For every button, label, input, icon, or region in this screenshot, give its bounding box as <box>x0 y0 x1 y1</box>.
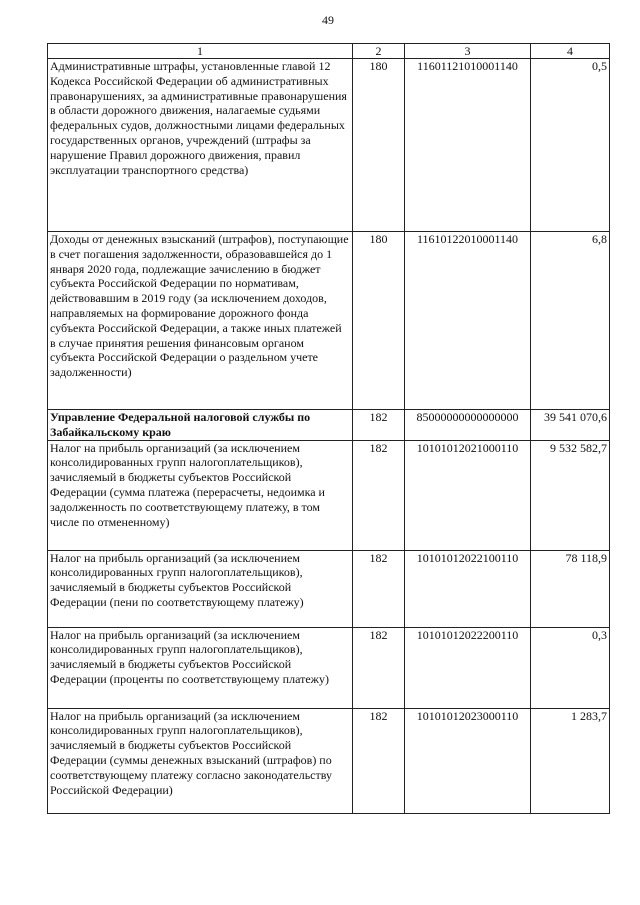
header-col-4: 4 <box>531 44 610 59</box>
row-kbk: 10101012022200110 <box>405 627 531 708</box>
table-row <box>48 410 610 441</box>
row-amount: 0,5 <box>531 59 610 232</box>
row-admin-code: 182 <box>353 410 405 441</box>
budget-table <box>47 43 610 814</box>
row-description: Налог на прибыль организаций (за исключением консолидированных групп налогоплательщиков), зачисляемый в бюджеты субъектов Российской Федерации (суммы денежных взысканий (штрафов) по соответствующему платежу согласно законодательству Российской Федерации) <box>48 708 353 813</box>
row-admin-code: 182 <box>353 708 405 813</box>
header-row <box>48 44 610 59</box>
row-description: Налог на прибыль организаций (за исключением консолидированных групп налогоплательщиков), зачисляемый в бюджеты субъектов Российской Федерации (проценты по соответствующему платежу) <box>48 627 353 708</box>
row-kbk: 11610122010001140 <box>405 232 531 410</box>
row-admin-code: 182 <box>353 627 405 708</box>
table-row <box>48 440 610 550</box>
row-amount: 39 541 070,6 <box>531 410 610 441</box>
page-number: 49 <box>322 13 334 27</box>
row-description: Управление Федеральной налоговой службы по Забайкальскому краю <box>48 410 353 441</box>
table-row <box>48 550 610 627</box>
row-admin-code: 182 <box>353 550 405 627</box>
row-description: Налог на прибыль организаций (за исключением консолидированных групп налогоплательщиков), зачисляемый в бюджеты субъектов Российской Федерации (пени по соответствующему платежу) <box>48 550 353 627</box>
header-col-1: 1 <box>48 44 353 59</box>
row-amount: 6,8 <box>531 232 610 410</box>
table-row <box>48 708 610 813</box>
table-row <box>48 627 610 708</box>
row-amount: 1 283,7 <box>531 708 610 813</box>
table-row <box>48 59 610 232</box>
header-col-2: 2 <box>353 44 405 59</box>
row-amount: 9 532 582,7 <box>531 440 610 550</box>
row-description: Налог на прибыль организаций (за исключением консолидированных групп налогоплательщиков), зачисляемый в бюджеты субъектов Российской Федерации (сумма платежа (перерасчеты, недоимка и задолженность по соответствующему платежу, в том числе по отмененному) <box>48 440 353 550</box>
row-kbk: 10101012023000110 <box>405 708 531 813</box>
row-kbk: 85000000000000000 <box>405 410 531 441</box>
row-kbk: 10101012022100110 <box>405 550 531 627</box>
row-description: Доходы от денежных взысканий (штрафов), поступающие в счет погашения задолженности, образовавшейся до 1 января 2020 года, подлежащие зачислению в бюджет субъекта Российской Федерации по нормативам, действовавшим в 2019 году (за исключением доходов, направляемых на формирование дорожного фонда субъекта Российской Федерации, а также иных платежей в случае принятия решения финансовым органом субъекта Российской Федерации о раздельном учете задолженности) <box>48 232 353 410</box>
header-col-3: 3 <box>405 44 531 59</box>
row-description: Административные штрафы, установленные главой 12 Кодекса Российской Федерации об административных правонарушениях, за административные правонарушения в области дорожного движения, налагаемые судьями федеральных судов, должностными лицами федеральных государственных органов, учреждений (штрафы за нарушение Правил дорожного движения, правил эксплуатации транспортного средства) <box>48 59 353 232</box>
table-row <box>48 232 610 410</box>
row-kbk: 11601121010001140 <box>405 59 531 232</box>
row-admin-code: 180 <box>353 232 405 410</box>
row-amount: 0,3 <box>531 627 610 708</box>
row-admin-code: 180 <box>353 59 405 232</box>
row-admin-code: 182 <box>353 440 405 550</box>
row-amount: 78 118,9 <box>531 550 610 627</box>
row-kbk: 10101012021000110 <box>405 440 531 550</box>
